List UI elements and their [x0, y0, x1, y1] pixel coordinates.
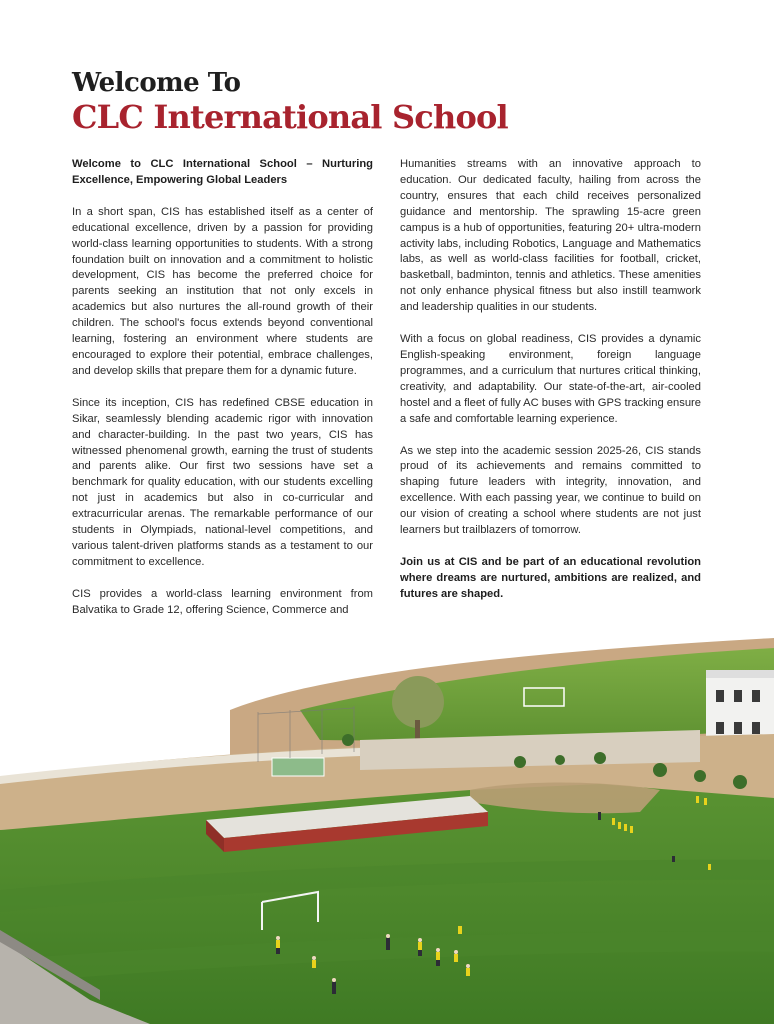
tennis-court: [272, 758, 324, 776]
paragraph-global-readiness: With a focus on global readiness, CIS provides a dynamic English-speaking environment, foreign language programmes, and a curriculum that nurtures critical thinking, creativity, and adaptability. Our state-of-the-art, air-cooled hostel and a fleet of fully AC buses with GPS tracking ensure a safe and comfortable learning experience.: [400, 333, 701, 425]
paragraph-overview: In a short span, CIS has established itself as a center of educational excellence, driven by a passion for providing world-class learning opportunities to students. With a strong foundation built on innovation and a commitment to holistic development, CIS has become the preferred choice for parents seeking an institution that not only excels in academics but also nurtures the all-round growth of their children. The school's focus extends beyond conventional learning, fostering an environment where students are encouraged to explore their potential, embrace challenges, and develop skills that prepare them for a dynamic future.: [72, 205, 373, 377]
paragraph-environment-start: CIS provides a world-class learning environment from Balvatika to Grade 12, offering Science, Commerce and: [72, 587, 373, 616]
paragraph-session: As we step into the academic session 2025-26, CIS stands proud of its achievements and remains committed to shaping future leaders with integrity, innovation, and excellence. With each passing year, we continue to build on our vision of creating a school where students are not just learners but trailblazers of tomorrow.: [400, 444, 701, 537]
campus-aerial-photo: [0, 630, 774, 1024]
right-column: [400, 157, 701, 619]
call-to-action: Join us at CIS and be part of an educational revolution where dreams are nurtured, ambitions are realized, and futures are shaped.: [400, 555, 701, 600]
intro-tagline: Welcome to CLC International School – Nurturing Excellence, Empowering Global Leaders: [72, 158, 373, 186]
left-column: [72, 157, 373, 635]
heading-school-name: CLC International School: [72, 98, 508, 136]
paragraph-environment-cont: Humanities streams with an innovative approach to education. Our dedicated faculty, hailing from across the country, ensures that each child receives personalized guidance and mentorship. The sprawling 15-acre green campus is a hub of opportunities, featuring 20+ ultra-modern activity labs, including Robotics, Language and Mathematics labs, as well as world-class facilities for football, cricket, basketball, badminton, tennis and athletics. These amenities not only enhance physical fitness but also instill teamwork and leadership qualities in our students.: [400, 158, 701, 314]
paragraph-history: Since its inception, CIS has redefined CBSE education in Sikar, seamlessly blending academic rigor with innovation and character-building. In the past two years, CIS has witnessed phenomenal growth, earning the trust of students and parents alike. Our first two sessions have set a benchmark for quality education, with our students excelling not just in academics but also in co-curricular and extracurricular arenas. The remarkable performance of our students in Olympiads, national-level competitions, and various talent-driven platforms stands as a testament to our commitment to excellence.: [72, 396, 373, 568]
heading-welcome: Welcome To: [72, 68, 241, 98]
